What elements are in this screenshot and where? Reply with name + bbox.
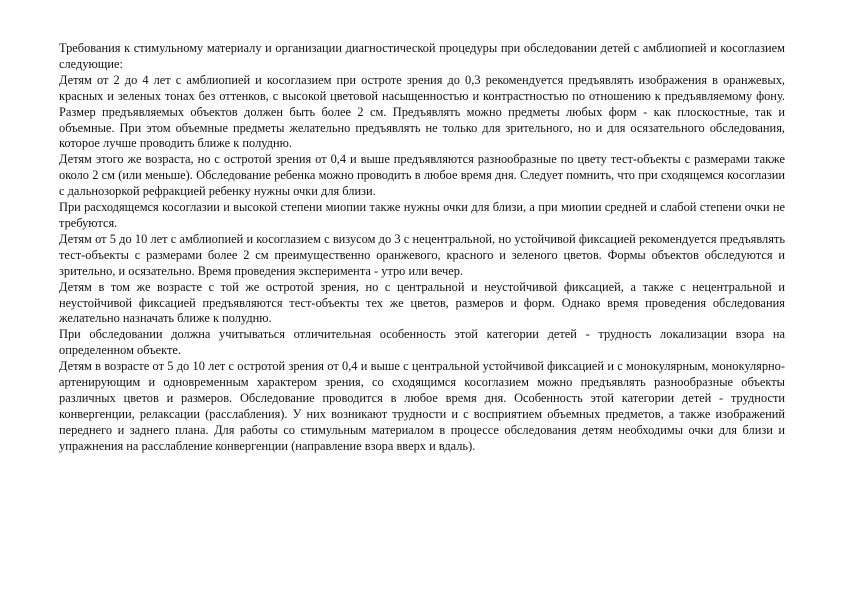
paragraph-divergent-strabismus: При расходящемся косоглазии и высокой степени миопии также нужны очки для близи, а при миопии средней и слабой степени очки не требуются. — [59, 200, 785, 230]
paragraph-age-2-4-low-acuity: Детям от 2 до 4 лет с амблиопией и косоглазием при остроте зрения до 0,3 рекомендуется предъявлять изображения в оранжевых, красных и зеленых тонах без оттенков, с высокой цветовой насыщенностью и контрастностью по отношению к предъявляемому фону. Размер предъявляемых объектов должен быть более 2 см. Предъявлять можно предметы любых форм - как плоскостные, так и объемные. При этом объемные предметы желательно предъявлять не только для зрительного, но и для осязательного обследования, которое лучше проводить ближе к полудню. — [59, 72, 785, 151]
paragraph-gaze-localization: При обследовании должна учитываться отличительная особенность этой категории детей - трудность локализации взора на определенном объекте. — [59, 327, 785, 358]
document-body — [59, 41, 785, 455]
paragraph-age-5-10-noncentral: Детям от 5 до 10 лет с амблиопией и косоглазием с визусом до 3 с нецентральной, но устойчивой фиксацией рекомендуется предъявлять тест-объекты с размерами более 2 см преимущественно оранжевого, красного и зеленого цветов. Формы объектов обследуются и зрительно, и осязательно. Время проведения эксперимента - утро или вечер. — [59, 231, 785, 278]
paragraph-age-5-10-unstable: Детям в том же возрасте с той же остротой зрения, но с центральной и неустойчивой фиксацией, а также с нецентральной и неустойчивой фиксацией предъявляются тест-объекты тех же цветов, размеров и форм. Однако время проведения обследования желательно назначать ближе к полудню. — [59, 279, 785, 326]
paragraph-age-2-4-high-acuity: Детям этого же возраста, но с остротой зрения от 0,4 и выше предъявляются разнообразные по цвету тест-объекты с размерами также около 2 см (или меньше). Обследование ребенка можно проводить в любое время дня. Следует помнить, что при сходящемся косоглазии с дальнозоркой рефракцией ребенку нужны очки для близи. — [59, 152, 785, 199]
paragraph-intro: Требования к стимульному материалу и организации диагностической процедуры при обследовании детей с амблиопией и косоглазием следующие: — [59, 41, 785, 71]
paragraph-age-5-10-central-stable: Детям в возрасте от 5 до 10 лет с остротой зрения от 0,4 и выше с центральной устойчивой фиксацией и с монокулярным, монокулярно-артенирующим и одновременным характером зрения, со сходящимся косоглазием можно предъявлять разнообразные объекты различных цветов и размеров. Обследование проводится в любое время дня. Особенность этой категории детей - трудности конвергенции, релаксации (расслабления). У них возникают трудности и с восприятием объемных предметов, а также изображений переднего и заднего плана. Для работы со стимульным материалом в процессе обследования детям необходимы очки для близи и упражнения на расслабление конвергенции (направление взора вверх и вдаль). — [59, 359, 785, 453]
